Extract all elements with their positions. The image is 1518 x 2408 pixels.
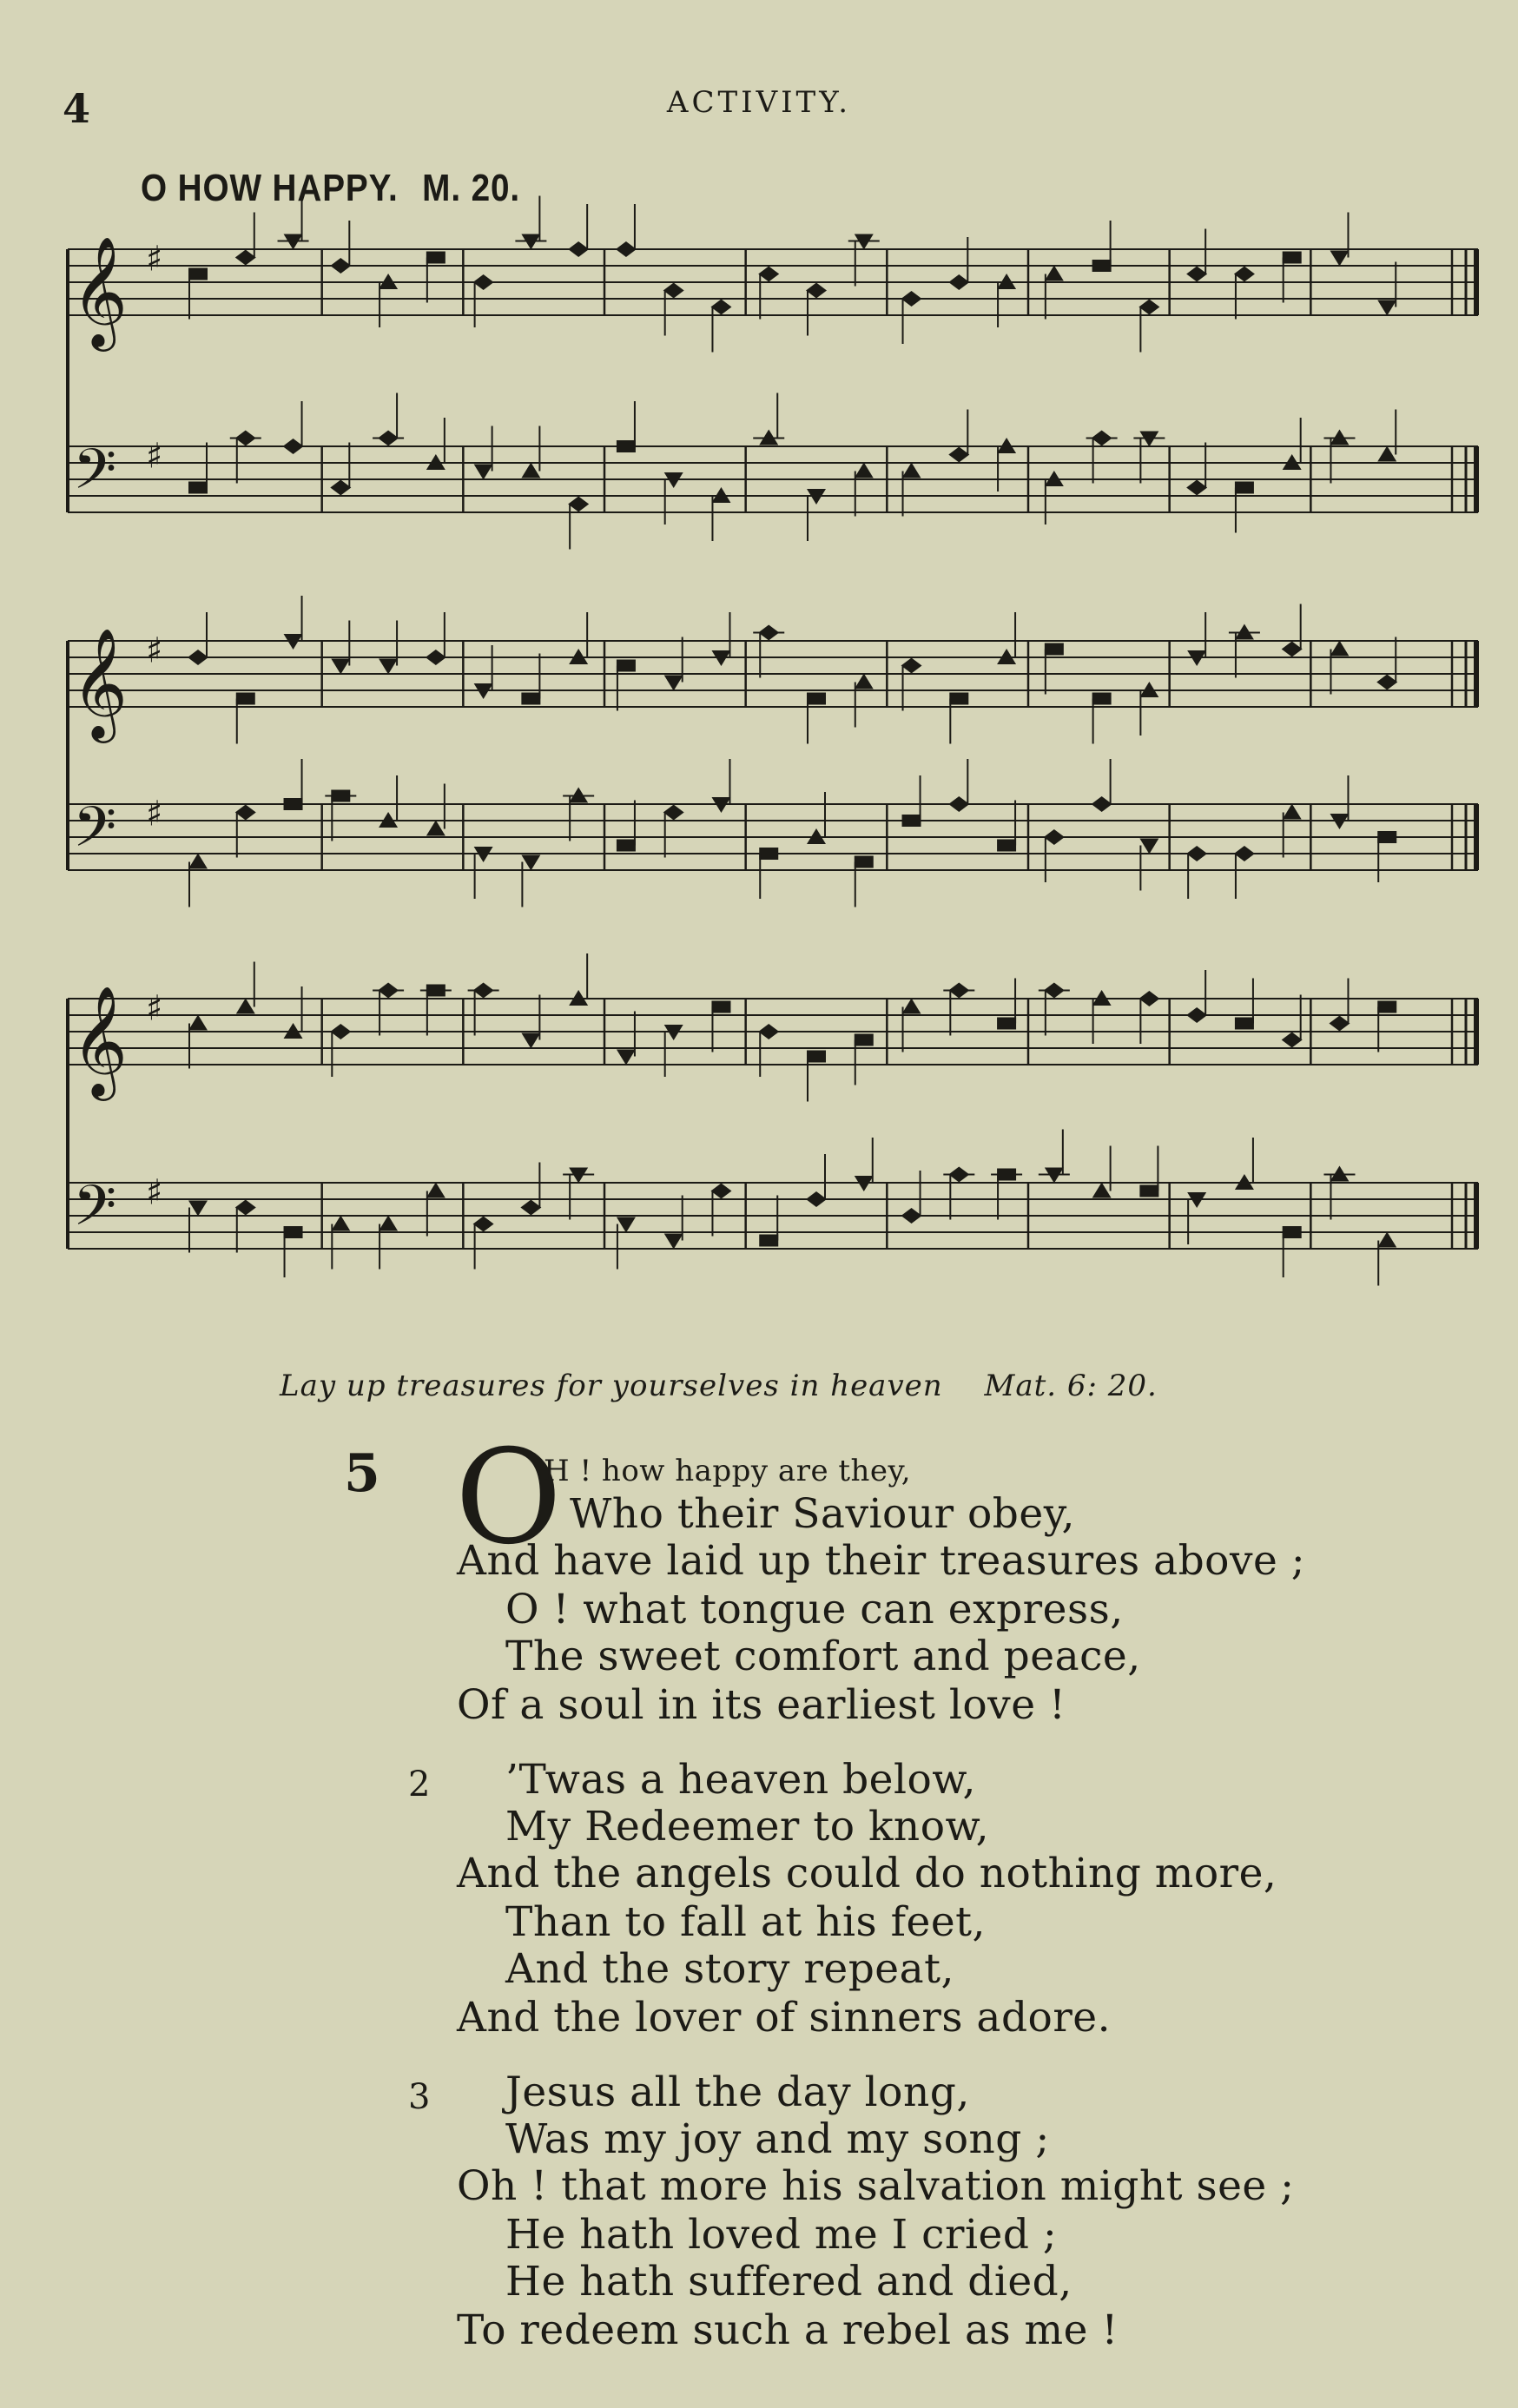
note-head [426, 252, 446, 264]
note-head [188, 482, 208, 494]
note-head [1138, 300, 1159, 315]
bass-clef-icon: 𝄢 [73, 438, 117, 516]
note-head [711, 1001, 730, 1013]
note-head [473, 1217, 494, 1232]
note-head [1139, 1185, 1158, 1197]
note-head [901, 658, 922, 674]
note-head [807, 1051, 826, 1063]
note-head [236, 999, 255, 1014]
note-head [1283, 804, 1302, 820]
sharp-icon: ♯ [146, 794, 163, 835]
note-head [758, 267, 779, 282]
note-head [948, 274, 969, 290]
note-head [520, 1200, 541, 1216]
note-head [948, 447, 969, 463]
bass-clef-icon: 𝄢 [73, 1174, 117, 1252]
note-head [1377, 1001, 1396, 1013]
note-head [1282, 1032, 1303, 1048]
note-head [997, 1018, 1016, 1030]
running-head: ACTIVITY. [666, 85, 852, 120]
note-head [758, 1024, 779, 1039]
bass-clef-icon: 𝄢 [73, 795, 117, 874]
verse-3-line-2: Was my joy and my song ; [505, 2115, 1050, 2163]
note-head [855, 463, 874, 478]
note-head [235, 1200, 256, 1216]
note-head [330, 480, 351, 496]
note-head [617, 1050, 636, 1065]
note-head [1186, 1007, 1207, 1023]
note-head [1044, 829, 1065, 845]
note-head [759, 1235, 778, 1247]
note-head [997, 840, 1016, 852]
note-head [1045, 643, 1064, 656]
note-head [1092, 796, 1112, 812]
note-head [283, 439, 304, 454]
treble-clef-icon: 𝄞 [71, 627, 129, 738]
note-head [1330, 251, 1349, 267]
verse-3-line-6: To redeem such a rebel as me ! [457, 2306, 1119, 2354]
verse-1-line-2: Who their Saviour obey, [570, 1490, 1075, 1538]
sharp-icon: ♯ [146, 436, 163, 477]
note-head [426, 1183, 446, 1198]
tune-meter: M. 20. [422, 167, 521, 209]
note-head [902, 463, 921, 478]
note-head [330, 258, 351, 274]
note-head [759, 848, 778, 860]
verse-2-line-4: Than to fall at his feet, [505, 1898, 986, 1946]
note-head [1092, 260, 1112, 272]
note-head [330, 1024, 351, 1039]
note-head [1377, 1232, 1396, 1248]
note-head [1283, 1226, 1302, 1238]
note-head [235, 805, 256, 821]
note-head [1329, 1016, 1350, 1032]
note-head [426, 650, 446, 665]
page-number: 4 [63, 85, 91, 132]
note-head [806, 1191, 827, 1207]
tune-name: O HOW HAPPY. [141, 167, 399, 209]
verse-1-line-1: H ! how happy are they, [544, 1454, 912, 1488]
verse-2-line-6: And the lover of sinners adore. [457, 1994, 1112, 2042]
note-head [473, 274, 494, 290]
note-head [331, 1216, 350, 1231]
note-head [426, 821, 446, 836]
verse-3-line-4: He hath loved me I cried ; [505, 2211, 1058, 2259]
verse-2-line-1: ’Twas a heaven below, [505, 1756, 976, 1804]
note-head [617, 840, 636, 852]
note-head [521, 463, 540, 478]
sharp-icon: ♯ [146, 630, 163, 671]
note-head [855, 1034, 874, 1046]
note-head [521, 855, 540, 871]
note-head [1235, 1018, 1254, 1030]
note-head [521, 693, 540, 705]
note-head [664, 1234, 683, 1250]
treble-clef-icon: 𝄞 [71, 985, 129, 1096]
note-head [855, 674, 874, 689]
verse-3-line-5: He hath suffered and died, [505, 2258, 1072, 2306]
verse-3-line-3: Oh ! that more his salvation might see ; [457, 2162, 1295, 2210]
note-head [188, 268, 208, 280]
note-head [188, 1015, 208, 1031]
note-head [188, 650, 208, 665]
note-head [188, 1201, 208, 1217]
sharp-icon: ♯ [146, 239, 163, 280]
note-head [568, 497, 589, 512]
note-head [1377, 831, 1396, 843]
note-head [284, 1226, 303, 1238]
note-head [1234, 846, 1255, 861]
drop-cap: O [455, 1422, 562, 1573]
note-head [806, 283, 827, 299]
note-head [331, 659, 350, 675]
note-head [568, 241, 589, 257]
note-head [1092, 693, 1112, 705]
note-head [663, 283, 684, 299]
note-head [617, 440, 636, 452]
note-head [235, 250, 256, 266]
note-head [949, 693, 968, 705]
verse-1-line-3: And have laid up their treasures above ; [457, 1537, 1306, 1585]
verse-3-line-1: Jesus all the day long, [505, 2068, 970, 2116]
verse-2-line-2: My Redeemer to know, [505, 1803, 990, 1851]
verse-1-line-5: The sweet comfort and peace, [505, 1633, 1141, 1680]
note-head [474, 465, 493, 480]
note-head [236, 693, 255, 705]
verse-2-line-5: And the story repeat, [505, 1945, 954, 1993]
note-head [1282, 642, 1303, 657]
scripture-text: Lay up treasures for yourselves in heaven [280, 1369, 943, 1403]
note-head [1283, 252, 1302, 264]
note-head [664, 676, 683, 691]
verse-2-line-3: And the angels could do nothing more, [457, 1850, 1277, 1897]
note-head [901, 1208, 922, 1224]
note-head [188, 854, 208, 869]
note-head [807, 693, 826, 705]
verse-2-number: 2 [408, 1765, 431, 1804]
verse-1-line-4: O ! what tongue can express, [505, 1586, 1124, 1633]
note-head [617, 1217, 636, 1233]
note-head [902, 999, 921, 1014]
verse-3-number: 3 [408, 2077, 431, 2117]
note-head [710, 1184, 731, 1199]
note-head [855, 856, 874, 868]
note-head [1330, 641, 1349, 656]
note-head [1377, 446, 1396, 462]
note-head [379, 1216, 398, 1231]
note-head [948, 796, 969, 812]
note-head [1186, 480, 1207, 496]
note-head [1377, 300, 1396, 316]
scripture-reference: Mat. 6: 20. [984, 1369, 1158, 1403]
note-head [1139, 839, 1158, 854]
note-head [1235, 482, 1254, 494]
note-head [710, 300, 731, 315]
note-head [1045, 266, 1064, 281]
note-head [379, 659, 398, 675]
sharp-icon: ♯ [146, 1172, 163, 1213]
note-head [1376, 675, 1397, 690]
note-head [901, 291, 922, 307]
note-head [1138, 991, 1159, 1006]
note-head [284, 798, 303, 810]
note-head [902, 815, 921, 827]
note-head [1186, 846, 1207, 861]
scripture-epigraph [280, 1369, 1158, 1403]
note-head [1092, 1183, 1112, 1198]
note-head [616, 241, 637, 257]
note-head [617, 660, 636, 672]
hymn-number: 5 [344, 1443, 380, 1504]
note-head [521, 1033, 540, 1049]
note-head [663, 805, 684, 821]
sharp-icon: ♯ [146, 988, 163, 1029]
note-head [1234, 267, 1255, 282]
note-head [1186, 267, 1207, 282]
treble-clef-icon: 𝄞 [71, 235, 129, 346]
verse-1-line-6: Of a soul in its earliest love ! [457, 1681, 1066, 1729]
